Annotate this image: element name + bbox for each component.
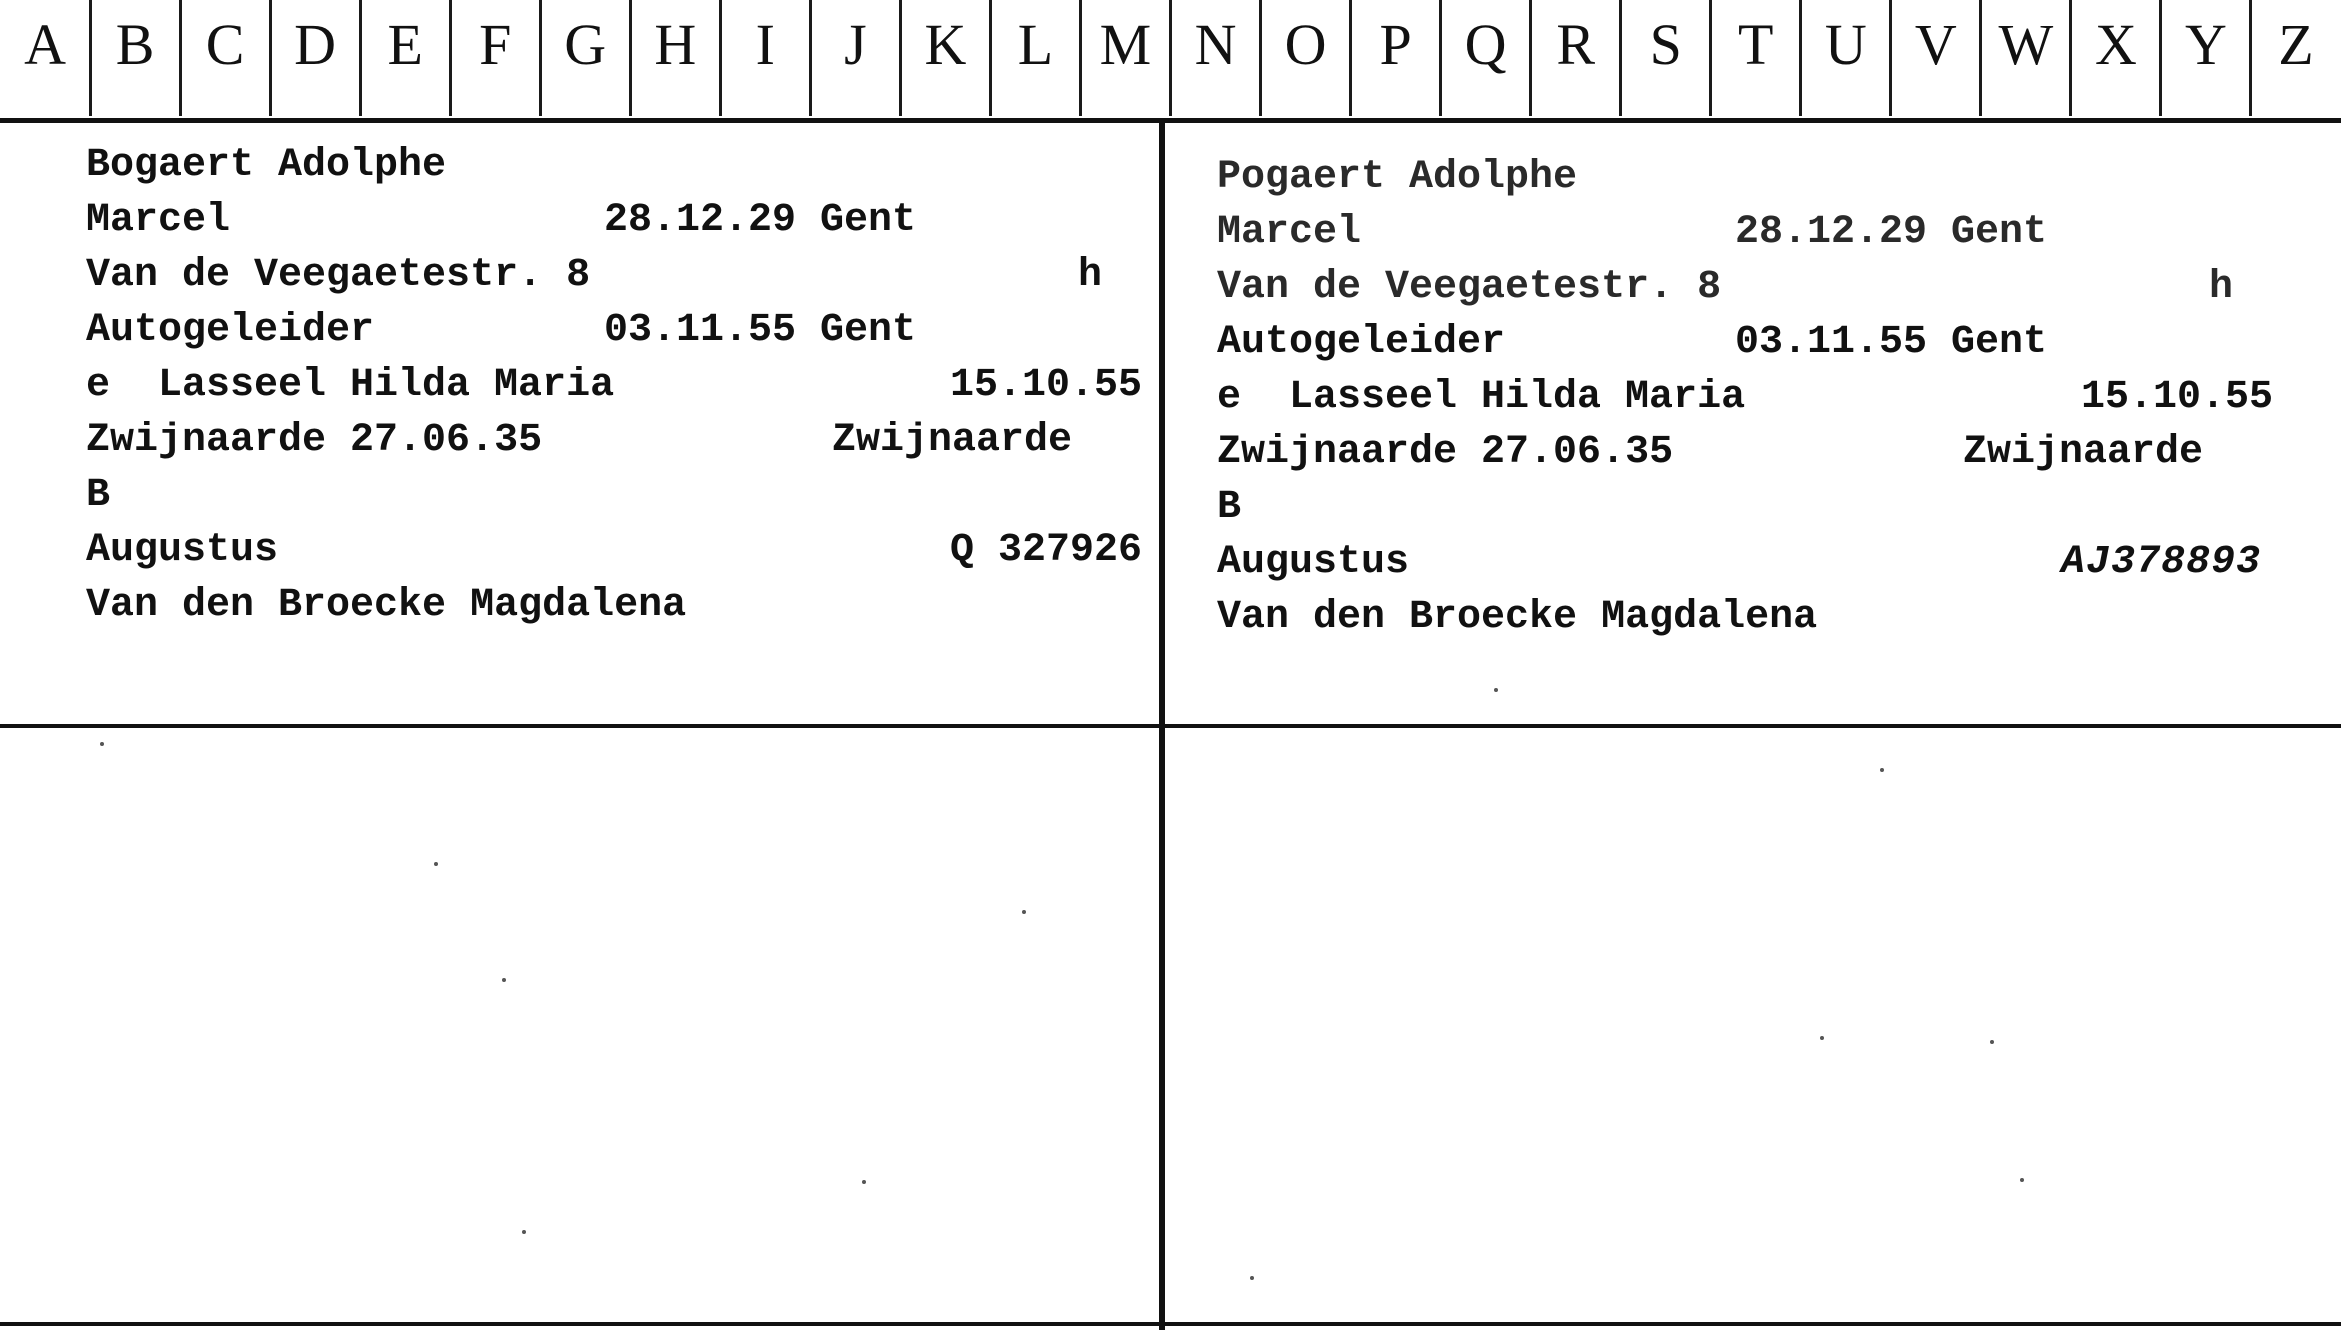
index-divider <box>179 0 182 116</box>
document-number: Q 327926 <box>950 528 1143 573</box>
index-divider <box>1889 0 1892 116</box>
index-divider <box>1709 0 1712 116</box>
index-letter-o: O <box>1284 12 1327 77</box>
index-letter-b: B <box>115 12 155 77</box>
father-name: Augustus <box>1217 540 1410 585</box>
index-divider <box>1619 0 1622 116</box>
index-divider <box>809 0 812 116</box>
index-divider <box>2249 0 2252 116</box>
registration-date-place: 03.11.55 Gent <box>1735 320 2048 365</box>
card-bottom-edge <box>0 1322 2341 1326</box>
nationality: B <box>86 473 111 518</box>
index-divider <box>539 0 542 116</box>
index-divider <box>2159 0 2162 116</box>
index-letter-x: X <box>2094 12 2137 77</box>
index-divider <box>1259 0 1262 116</box>
registration-date-place: 03.11.55 Gent <box>604 308 917 353</box>
index-letter-w: W <box>1998 12 2054 77</box>
spouse-prefix: e <box>1217 375 1242 420</box>
index-divider <box>989 0 992 116</box>
spouse-birth: Zwijnaarde 27.06.35 <box>86 418 543 463</box>
index-letter-s: S <box>1649 12 1682 77</box>
marriage-date: 15.10.55 <box>950 363 1143 408</box>
index-divider <box>89 0 92 116</box>
marker-h: h <box>1078 253 1103 298</box>
index-letter-l: L <box>1017 12 1054 77</box>
index-letter-q: Q <box>1464 12 1507 77</box>
spouse-birth: Zwijnaarde 27.06.35 <box>1217 430 1674 475</box>
spouse-prefix: e <box>86 363 111 408</box>
index-letter-t: T <box>1738 12 1774 77</box>
scan-speck <box>522 1230 526 1234</box>
index-card-left <box>0 138 1159 718</box>
birth-date-place: 28.12.29 Gent <box>1735 210 2048 255</box>
index-letter-i: I <box>755 12 775 77</box>
scan-speck <box>1880 768 1884 772</box>
index-letter-g: G <box>564 12 607 77</box>
index-divider <box>1799 0 1802 116</box>
document-number: AJ378893 <box>2061 540 2262 585</box>
spouse-name: Lasseel Hilda Maria <box>1289 375 1746 420</box>
index-letter-r: R <box>1556 12 1595 77</box>
surname-firstname: Bogaert Adolphe <box>86 143 447 188</box>
scan-speck <box>434 862 438 866</box>
index-letter-y: Y <box>2184 12 2227 77</box>
index-strip-baseline <box>0 118 2341 123</box>
index-letter-k: K <box>924 12 967 77</box>
index-divider <box>1349 0 1352 116</box>
marker-h: h <box>2209 265 2234 310</box>
scan-speck <box>1022 910 1026 914</box>
index-letter-v: V <box>1914 12 1957 77</box>
spouse-name: Lasseel Hilda Maria <box>158 363 615 408</box>
index-divider <box>1439 0 1442 116</box>
scan-speck <box>862 1180 866 1184</box>
index-letter-h: H <box>654 12 697 77</box>
scan-speck <box>502 978 506 982</box>
index-divider <box>1169 0 1172 116</box>
index-letter-m: M <box>1099 12 1152 77</box>
index-divider <box>899 0 902 116</box>
occupation: Autogeleider <box>1217 320 1506 365</box>
spouse-birthplace: Zwijnaarde <box>832 418 1073 463</box>
father-name: Augustus <box>86 528 279 573</box>
index-card-right <box>1165 150 2341 730</box>
index-divider <box>1979 0 1982 116</box>
address: Van de Veegaetestr. 8 <box>1217 265 1722 310</box>
occupation: Autogeleider <box>86 308 375 353</box>
index-letter-u: U <box>1824 12 1867 77</box>
index-divider <box>719 0 722 116</box>
nationality: B <box>1217 485 1242 530</box>
scan-speck <box>2020 1178 2024 1182</box>
index-letter-n: N <box>1194 12 1237 77</box>
index-divider <box>359 0 362 116</box>
mother-name: Van den Broecke Magdalena <box>1217 595 1818 640</box>
scan-speck <box>1820 1036 1824 1040</box>
index-divider <box>629 0 632 116</box>
index-letter-a: A <box>24 12 66 77</box>
alphabet-index-strip <box>0 0 2341 122</box>
birth-date-place: 28.12.29 Gent <box>604 198 917 243</box>
index-divider <box>2069 0 2072 116</box>
index-letter-d: D <box>294 12 337 77</box>
index-letter-e: E <box>387 12 423 77</box>
index-letter-c: C <box>205 12 245 77</box>
mother-name: Van den Broecke Magdalena <box>86 583 687 628</box>
marriage-date: 15.10.55 <box>2081 375 2274 420</box>
index-letter-j: J <box>844 12 867 77</box>
scan-speck <box>1494 688 1498 692</box>
scan-speck <box>100 742 104 746</box>
index-divider <box>1079 0 1082 116</box>
surname-firstname: Pogaert Adolphe <box>1217 155 1578 200</box>
second-name: Marcel <box>1217 210 1362 255</box>
second-name: Marcel <box>86 198 231 243</box>
scan-speck <box>1990 1040 1994 1044</box>
scan-speck <box>1250 1276 1254 1280</box>
index-divider <box>449 0 452 116</box>
index-letter-z: Z <box>2278 12 2314 77</box>
index-letter-p: P <box>1379 12 1412 77</box>
index-divider <box>269 0 272 116</box>
index-divider <box>1529 0 1532 116</box>
address: Van de Veegaetestr. 8 <box>86 253 591 298</box>
spouse-birthplace: Zwijnaarde <box>1963 430 2204 475</box>
index-letter-f: F <box>479 12 512 77</box>
